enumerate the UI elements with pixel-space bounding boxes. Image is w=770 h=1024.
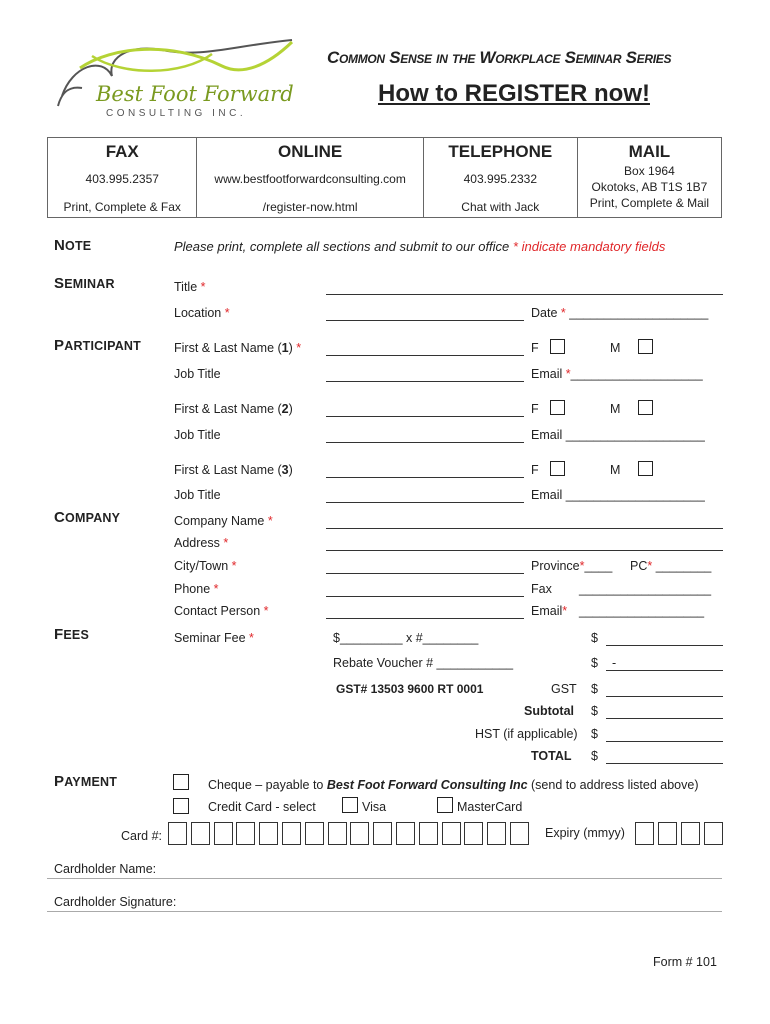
participant-1-male-checkbox[interactable] — [638, 339, 653, 354]
participant-3-label: First & Last Name (3) — [174, 463, 293, 477]
online-cell — [197, 138, 423, 218]
online-url[interactable]: www.bestfootforwardconsulting.com — [214, 172, 406, 186]
participant-1-email[interactable]: Email *___________________ — [531, 367, 703, 381]
participant-3-email[interactable]: Email ____________________ — [531, 488, 705, 502]
address-field[interactable] — [326, 550, 723, 551]
province-field[interactable]: Province*____ — [531, 559, 613, 573]
total-amount-field[interactable] — [606, 763, 723, 764]
participant-3-job-field[interactable] — [326, 502, 524, 503]
subtotal-label: Subtotal — [524, 704, 574, 718]
mail-heading: MAIL — [628, 142, 671, 161]
credit-card-checkbox[interactable] — [173, 798, 189, 814]
card-digit-box[interactable] — [191, 822, 210, 845]
phone-label: Phone * — [174, 582, 219, 596]
expiry-digit-box[interactable] — [681, 822, 700, 845]
telephone-number: 403.995.2332 — [463, 172, 537, 186]
credit-card-label: Credit Card - select — [208, 800, 316, 814]
participant-1-name-field[interactable] — [326, 355, 524, 356]
location-label: Location * — [174, 306, 230, 320]
participant-3-female-checkbox[interactable] — [550, 461, 565, 476]
mastercard-label: MasterCard — [457, 800, 523, 814]
participant-2-label: First & Last Name (2) — [174, 402, 293, 416]
note-heading: NOTE — [54, 237, 92, 254]
expiry-digit-box[interactable] — [635, 822, 654, 845]
note-text: Please print, complete all sections and submit to our office * indicate mandatory fields — [174, 239, 666, 254]
participant-3-name-field[interactable] — [326, 477, 524, 478]
seminar-heading: SEMINAR — [54, 275, 115, 292]
online-url-path[interactable]: /register-now.html — [262, 200, 358, 214]
mail-city: Okotoks, AB T1S 1B7 — [591, 180, 708, 194]
rebate-dollar: $ — [591, 656, 598, 670]
total-label: TOTAL — [531, 749, 572, 763]
total-dollar: $ — [591, 749, 598, 763]
participant-3-f-label: F — [531, 463, 539, 477]
fax-number: 403.995.2357 — [85, 172, 159, 186]
payment-heading: PAYMENT — [54, 773, 118, 790]
page-title: How to REGISTER now! — [378, 80, 650, 107]
mastercard-checkbox[interactable] — [437, 797, 453, 813]
gst-amount-field[interactable] — [606, 696, 723, 697]
series-title: Common Sense in the Workplace Seminar Series — [327, 48, 672, 67]
telephone-heading: TELEPHONE — [448, 142, 553, 161]
postal-code-field[interactable]: PC* ________ — [630, 559, 712, 573]
telephone-cell — [423, 138, 577, 218]
company-email-field[interactable]: Email* — [531, 604, 568, 618]
mandatory-note: * indicate mandatory fields — [512, 239, 666, 254]
card-digit-box[interactable] — [282, 822, 301, 845]
cheque-checkbox[interactable] — [173, 774, 189, 790]
contact-person-field[interactable] — [326, 618, 524, 619]
participant-2-job-label: Job Title — [174, 428, 221, 442]
subtotal-dollar: $ — [591, 704, 598, 718]
participant-2-male-checkbox[interactable] — [638, 400, 653, 415]
mail-box: Box 1964 — [624, 164, 675, 178]
city-field[interactable] — [326, 573, 524, 574]
cardholder-name-field[interactable] — [47, 878, 722, 879]
cardholder-signature-field[interactable] — [47, 911, 722, 912]
card-digit-box[interactable] — [373, 822, 392, 845]
hst-dollar: $ — [591, 727, 598, 741]
city-label: City/Town * — [174, 559, 237, 573]
fax-cell — [48, 138, 197, 218]
fee-quantity-field[interactable]: $_________ x #________ — [333, 631, 479, 645]
gst-number: GST# 13503 9600 RT 0001 — [336, 682, 484, 696]
fax-field-line[interactable]: ___________________ — [579, 582, 712, 596]
participant-heading: PARTICIPANT — [54, 337, 141, 354]
fee-dollar: $ — [591, 631, 598, 645]
company-name-label: Company Name * — [174, 514, 273, 528]
telephone-instructions: Chat with Jack — [461, 200, 540, 214]
card-digit-box[interactable] — [510, 822, 529, 845]
participant-3-job-label: Job Title — [174, 488, 221, 502]
card-number-label: Card #: — [121, 829, 162, 843]
address-label: Address * — [174, 536, 229, 550]
gst-dollar: $ — [591, 682, 598, 696]
mail-instructions: Print, Complete & Mail — [589, 196, 710, 210]
card-digit-box[interactable] — [487, 822, 506, 845]
company-heading: COMPANY — [54, 509, 121, 526]
online-heading: ONLINE — [278, 142, 343, 161]
company-name-field[interactable] — [326, 528, 723, 529]
contact-person-label: Contact Person * — [174, 604, 269, 618]
card-digit-box[interactable] — [350, 822, 369, 845]
date-label: Date * ____________________ — [531, 306, 709, 320]
cardholder-signature-label: Cardholder Signature: — [54, 895, 177, 909]
participant-1-female-checkbox[interactable] — [550, 339, 565, 354]
participant-1-job-label: Job Title — [174, 367, 221, 381]
participant-3-male-checkbox[interactable] — [638, 461, 653, 476]
fax-heading: FAX — [105, 142, 139, 161]
participant-2-m-label: M — [610, 402, 621, 416]
visa-checkbox[interactable] — [342, 797, 358, 813]
rebate-voucher-field[interactable]: Rebate Voucher # ___________ — [333, 656, 514, 670]
mail-cell — [577, 138, 721, 218]
participant-2-female-checkbox[interactable] — [550, 400, 565, 415]
rebate-dash: - — [612, 656, 617, 670]
form-number: Form # 101 — [653, 955, 717, 969]
expiry-digit-box[interactable] — [658, 822, 677, 845]
date-field: ____________________ — [569, 306, 709, 320]
company-email-line[interactable]: __________________ — [579, 604, 705, 618]
title-field[interactable] — [326, 294, 723, 295]
hst-label: HST (if applicable) — [475, 727, 578, 741]
logo-brand: Best Foot Forward — [96, 82, 294, 106]
card-digit-box[interactable] — [259, 822, 278, 845]
fax-instructions: Print, Complete & Fax — [63, 200, 181, 214]
card-digit-box[interactable] — [214, 822, 233, 845]
seminar-fee-label: Seminar Fee * — [174, 631, 254, 645]
fees-heading: FEES — [54, 626, 89, 643]
card-digit-box[interactable] — [236, 822, 255, 845]
cheque-label: Cheque – payable to Best Foot Forward Consulting Inc (send to address listed above) — [208, 778, 699, 792]
participant-1-job-field[interactable] — [326, 381, 524, 382]
participant-1-m-label: M — [610, 341, 621, 355]
expiry-label: Expiry (mmyy) — [545, 826, 625, 840]
participant-2-name-field[interactable] — [326, 416, 524, 417]
card-digit-box[interactable] — [396, 822, 415, 845]
card-digit-box[interactable] — [464, 822, 483, 845]
logo-sub: CONSULTING INC. — [106, 108, 247, 119]
participant-2-f-label: F — [531, 402, 539, 416]
participant-3-m-label: M — [610, 463, 621, 477]
title-label: Title * — [174, 280, 206, 294]
participant-1-label: First & Last Name (1) * — [174, 341, 302, 355]
card-digit-box[interactable] — [168, 822, 187, 845]
card-digit-box[interactable] — [419, 822, 438, 845]
fee-amount-field[interactable] — [606, 645, 723, 646]
participant-2-job-field[interactable] — [326, 442, 524, 443]
participant-2-email[interactable]: Email ____________________ — [531, 428, 705, 442]
fax-field[interactable]: Fax — [531, 582, 552, 596]
card-digit-box[interactable] — [328, 822, 347, 845]
visa-label: Visa — [362, 800, 387, 814]
subtotal-amount-field[interactable] — [606, 718, 723, 719]
participant-1-f-label: F — [531, 341, 539, 355]
company-logo — [52, 36, 302, 126]
card-digit-box[interactable] — [305, 822, 324, 845]
location-field[interactable] — [326, 320, 524, 321]
expiry-digit-box[interactable] — [704, 822, 723, 845]
contact-methods-table — [47, 137, 722, 218]
gst-label: GST — [551, 682, 577, 696]
phone-field[interactable] — [326, 596, 524, 597]
cardholder-name-label: Cardholder Name: — [54, 862, 157, 876]
hst-amount-field[interactable] — [606, 741, 723, 742]
rebate-amount-field[interactable] — [606, 670, 723, 671]
card-digit-box[interactable] — [442, 822, 461, 845]
